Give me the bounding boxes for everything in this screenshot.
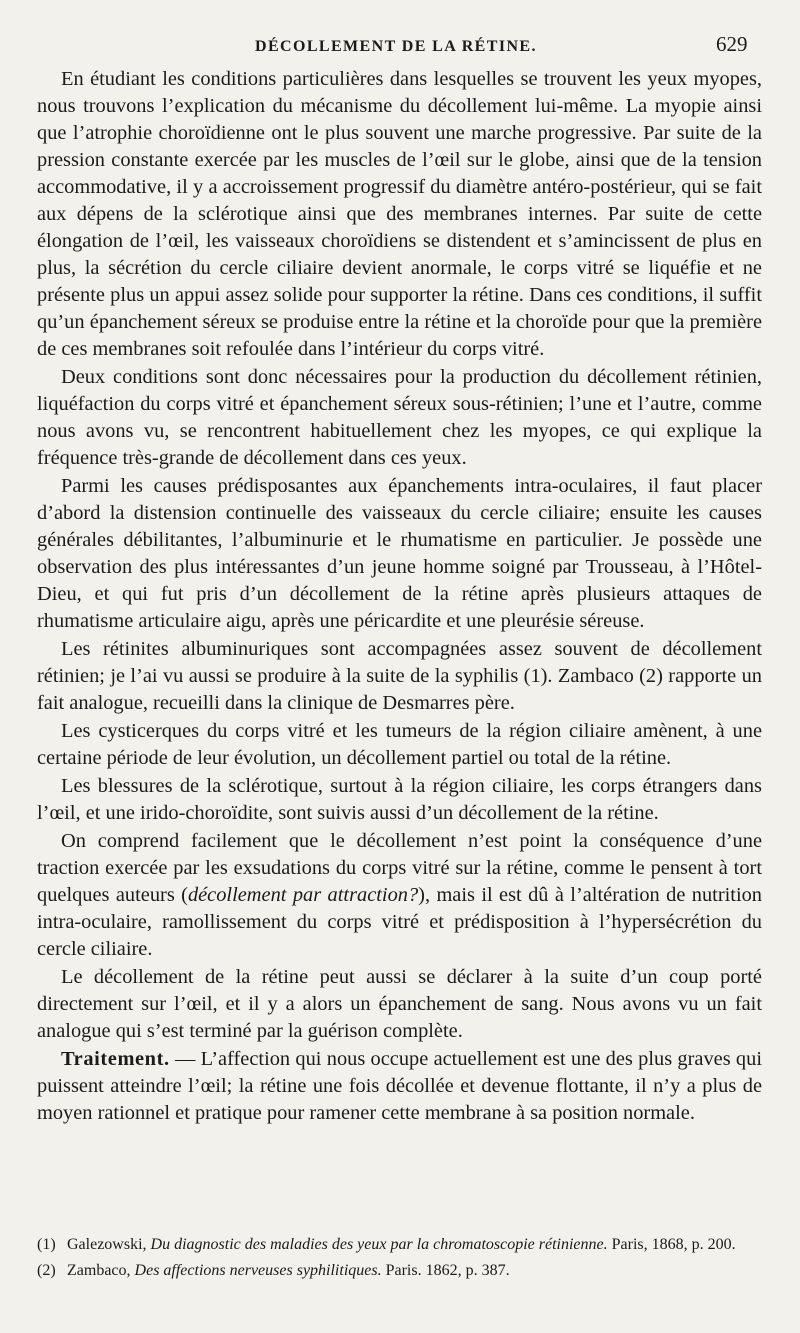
paragraph — [37, 66, 762, 363]
text-run: En étudiant les conditions particulières dans lesquelles se trouvent les yeux myopes, nous trouvons l’explication du mécanisme du décollement lui-même. La myopie ainsi que l’atrophie choroïdienne ont le plus souvent une marche progressive. Par suite de la pression constante exercée par les muscles de l’œil sur le globe, ainsi que de la tension accommodative, il y a accroissement progressif du diamètre antéro-postérieur, qui se fait aux dépens de la sclérotique ainsi que des membranes internes. Par suite de cette élongation de l’œil, les vaisseaux choroïdiens se distendent et s’amincissent de plus en plus, la sécrétion du cercle ciliaire devient anormale, le corps vitré se liquéfie et ne présente plus un appui assez solide pour supporter la rétine. Dans ces conditions, il suffit qu’un épanchement séreux se produise entre la rétine et la choroïde pour que la première de ces membranes soit refoulée dans l’intérieur du corps vitré. — [37, 68, 762, 360]
footnote-number: (2) — [37, 1262, 56, 1279]
text-run: Galezowski, — [67, 1236, 151, 1253]
paragraph — [37, 636, 762, 717]
paragraph — [37, 718, 762, 772]
page-number: 629 — [716, 32, 748, 56]
paragraph — [37, 964, 762, 1045]
footnote — [37, 1234, 762, 1256]
italic-text: Des affections nerveuses syphilitiques. — [134, 1262, 382, 1279]
text-run: Parmi les causes prédisposantes aux épanchements intra-oculaires, il faut placer d’abord la distension continuelle des vaisseaux du cercle ciliaire; ensuite les causes générales débilitantes, l’albuminurie et le rhumatisme en particulier. Je possède une observation des plus intéressantes d’un jeune homme soigné par Trousseau, à l’Hôtel-Dieu, et qui fut pris d’un décollement de la rétine après plusieurs attaques de rhumatisme articulaire aigu, après une péricardite et une pleurésie séreuse. — [37, 475, 762, 632]
text-run: ), mais il est dû à l’altération de nutrition intra-oculaire, ramollissement du corps vitré et prédisposition à l’hypersécrétion du cercle ciliaire. — [37, 884, 763, 960]
paragraph — [37, 828, 762, 963]
text-run: Les rétinites albuminuriques sont accompagnées assez souvent de décollement rétinien; je l’ai vu aussi se produire à la suite de la syphilis (1). Zambaco (2) rapporte un fait analogue, recueilli dans la clinique de Desmarres père. — [37, 638, 762, 714]
italic-text: Du diagnostic des maladies des yeux par la chromatoscopie rétinienne. — [150, 1236, 608, 1253]
text-run: Deux conditions sont donc nécessaires pour la production du décollement rétinien, liquéfaction du corps vitré et épanchement séreux sous-rétinien; l’une et l’autre, comme nous avons vu, se rencontrent habituellement chez les myopes, ce qui explique la fréquence très-grande de décollement dans ces yeux. — [37, 366, 762, 469]
text-run: Paris. 1862, p. 387. — [381, 1262, 510, 1279]
text-run: On comprend facilement que le décollement n’est point la conséquence d’une traction exercée par les exsudations du corps vitré sur la rétine, comme le pensent à tort quelques auteurs ( — [37, 830, 762, 906]
body-text — [37, 66, 762, 1127]
text-run: Paris, 1868, p. 200. — [607, 1236, 736, 1253]
paragraph — [37, 1046, 762, 1127]
text-run: Les blessures de la sclérotique, surtout à la région ciliaire, les corps étrangers dans l’œil, et une irido-choroïdite, sont suivis aussi d’un décollement de la rétine. — [37, 775, 762, 824]
text-run: Zambaco, — [67, 1262, 135, 1279]
running-title: DÉCOLLEMENT DE LA RÉTINE. — [255, 38, 537, 55]
footnotes — [37, 1234, 762, 1286]
text-run: Le décollement de la rétine peut aussi se déclarer à la suite d’un coup porté directement sur l’œil, et il y a alors un épanchement de sang. Nous avons vu un fait analogue qui s’est terminé par la guérison complète. — [37, 966, 762, 1042]
page-header — [0, 30, 800, 64]
section-lead: Traitement. — [61, 1048, 170, 1070]
paragraph — [37, 473, 762, 635]
footnote-number: (1) — [37, 1236, 56, 1253]
paragraph — [37, 773, 762, 827]
footnote — [37, 1260, 762, 1282]
text-run: Les cysticerques du corps vitré et les tumeurs de la région ciliaire amènent, à une certaine période de leur évolution, un décollement partiel ou total de la rétine. — [37, 720, 762, 769]
paragraph — [37, 364, 762, 472]
text-run: — L’affection qui nous occupe actuellement est une des plus graves qui puissent atteindre l’œil; la rétine une fois décollée et devenue flottante, il n’y a plus de moyen rationnel et pratique pour ramener cette membrane à sa position normale. — [37, 1048, 762, 1124]
italic-text: décollement par attraction? — [187, 884, 419, 906]
